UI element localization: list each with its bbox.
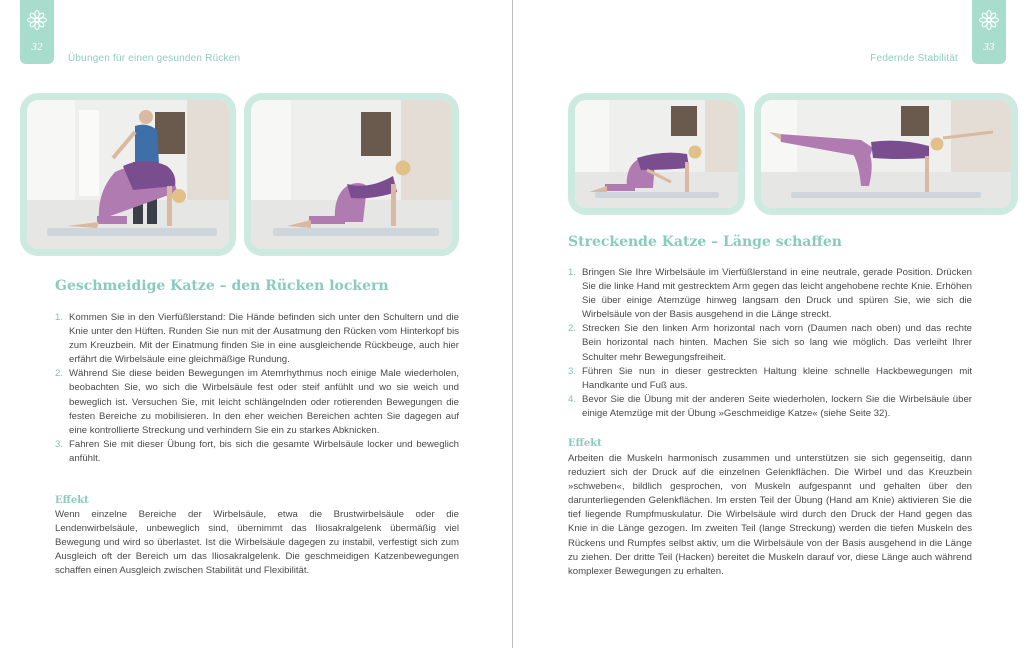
page-number: 32	[31, 41, 43, 53]
mandala-icon	[978, 9, 1000, 31]
exercise-photo-cat-extension	[244, 93, 459, 256]
running-head: Federnde Stabilität	[870, 53, 958, 64]
instruction-step: 1. Kommen Sie in den Vierfüßlerstand: Die Hände befinden sich unter den Schultern und die Knie unter den Hüften. Runden Sie nun mit der Ausatmung den Rücken vom Hinterkopf bis zum Kreuzbein. Mit der Einatmung finden Sie in eine ausgleichende Rückbeuge, auch hier erfährt die Wirbelsäule eine gleichmäßige Rundung.	[55, 312, 459, 366]
instruction-step: 4. Bevor Sie die Übung mit der anderen Seite wiederholen, lockern Sie die Wirbelsäule über einige Atemzüge mit der Übung »Geschmeidige Katze« (siehe Seite 32).	[568, 393, 972, 419]
right-page	[513, 0, 1026, 648]
effect-text: Wenn einzelne Bereiche der Wirbelsäule, etwa die Brustwirbelsäule oder die Lendenwirbelsäule, unbeweglich sind, übernimmt das Iliosakralgelenk übermäßig viel Bewegung und wird so überlastet. Ist die Wirbelsäule dagegen zu instabil, verfestigt sich zum Ausgleich oft der Bereich um das Iliosakralgelenk. Die geschmeidigen Katzenbewegungen schaffen einen Ausgleich zwischen Stabilität und Flexibilität.	[55, 509, 459, 577]
effect-text: Arbeiten die Muskeln harmonisch zusammen und unterstützen sie sich gegenseitig, dann reduziert sich der Druck auf die einzelnen Gelenkflächen. Die Wirbel und das Kreuzbein »schweben«, bildlich gesprochen, von Muskeln aufgespannt und gehalten über den darunterliegenden Gelenkflächen. Im ersten Teil der Übung (Hand am Knie) aktivieren Sie die tief liegende Rumpfmuskulatur. Die Wirbelsäule wird durch den Druck der Hand gegen das Knie in die Länge gezogen. Im zweiten Teil (lange Streckung) werden die tiefen Muskeln des Rückens und Rumpfes selbst aktiv, um die Wirbelsäule von der Basis ausgehend in die Länge zu ziehen. Der dritte Teil (Hacken) bereitet die Muskeln darauf vor, diese Länge auch während komplexer Bewegungen zu erhalten.	[568, 453, 972, 577]
right-page-tab	[972, 0, 1006, 64]
exercise-photo-long-stretch	[754, 93, 1018, 215]
instruction-step: 2. Während Sie diese beiden Bewegungen im Atemrhythmus noch einige Male wiederholen, beobachten Sie, wo sich die Wirbelsäule fest oder steif anfühlt und wo sie weich und beweglich ist. Versuchen Sie, mit leicht schlängelnden oder rotierenden Bewegungen die festen Bereiche zu mobilisieren. In den eher weichen Bereichen achten Sie dagegen auf eine kontrollierte Streckung und verhindern Sie ein zu starkes Abknicken.	[55, 368, 459, 436]
instruction-list	[568, 266, 972, 421]
exercise-photo-cat-rounded	[20, 93, 236, 256]
running-head: Übungen für einen gesunden Rücken	[68, 53, 241, 64]
instruction-list	[55, 311, 459, 466]
exercise-title: Geschmeidige Katze – den Rücken lockern	[55, 278, 389, 294]
instruction-step: 2. Strecken Sie den linken Arm horizontal nach vorn (Daumen nach oben) und das rechte Bein horizontal nach hinten. Machen Sie sich so lang wie möglich. Das verleiht Ihrer Schulter mehr Bewegungsfreiheit.	[568, 323, 972, 363]
effect-heading: Effekt	[568, 438, 602, 449]
mandala-icon	[26, 9, 48, 31]
page-number: 33	[983, 41, 995, 53]
effect-heading: Effekt	[55, 495, 89, 506]
instruction-step: 3. Führen Sie nun in dieser gestreckten Haltung kleine schnelle Hackbewegungen mit Handkante und Fuß aus.	[568, 365, 972, 391]
exercise-photo-hand-to-knee	[568, 93, 745, 215]
left-page-tab	[20, 0, 54, 64]
exercise-title: Streckende Katze – Länge schaffen	[568, 234, 842, 250]
instruction-step: 3. Fahren Sie mit dieser Übung fort, bis sich die gesamte Wirbelsäule locker und beweglich anfühlt.	[55, 438, 459, 464]
instruction-step: 1. Bringen Sie Ihre Wirbelsäule im Vierfüßlerstand in eine neutrale, gerade Position. Drücken Sie die linke Hand mit gestrecktem Arm gegen das leicht angehobene rechte Knie. Erhöhen Sie über einige Atemzüge hinweg langsam den Druck und spüren Sie, wie sich die Wirbelsäule von der Basis ausgehend in die Länge streckt.	[568, 267, 972, 321]
